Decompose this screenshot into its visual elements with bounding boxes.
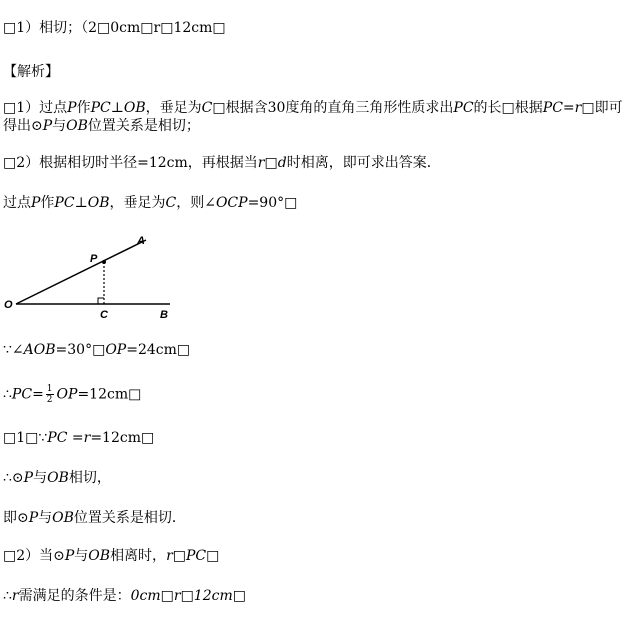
solution-line-5: ∴⊙P与OB相切， — [3, 470, 111, 486]
geometry-figure — [0, 228, 200, 324]
ray-oa — [16, 240, 146, 304]
right-angle-mark — [98, 298, 104, 304]
solution-line-2: ∵∠AOB=30°□OP=24cm□ — [3, 342, 191, 358]
solution-line-7: □2）当⊙P与OB相离时，r□PC□ — [3, 548, 220, 564]
label-o: O — [4, 299, 13, 311]
analysis-step-2: □2）根据相切时半径=12cm，再根据当r□d时相离，即可求出答案． — [3, 155, 441, 171]
fraction-half: $\frac{1}{2}$ — [46, 384, 53, 405]
label-a: A — [137, 235, 145, 247]
analysis-step-1: □1）过点P作PC⊥OB，垂足为C□根据含30度角的直角三角形性质求出PC的长□根据PC=r□即可 — [3, 100, 623, 116]
label-c: C — [100, 309, 108, 321]
solution-line-3: ∴PC= $\frac{1}{2}$ OP=12cm□ — [3, 384, 142, 405]
solution-line-4: □1□∵PC =r=12cm□ — [3, 430, 155, 446]
analysis-step-1-cont: 得出⊙P与OB位置关系是相切； — [3, 118, 200, 134]
answer-line: □1）相切；（2□0cm□r□12cm□ — [3, 20, 226, 36]
analysis-heading: 【解析】 — [3, 64, 59, 80]
solution-line-6: 即⊙P与OB位置关系是相切． — [3, 510, 186, 526]
solution-line-8: ∴r需满足的条件是：0cm□r□12cm□ — [3, 588, 246, 604]
label-p: P — [90, 253, 98, 265]
solution-line-1: 过点P作PC⊥OB，垂足为C，则∠OCP=90°□ — [3, 195, 298, 211]
point-p — [102, 260, 106, 264]
label-b: B — [160, 309, 168, 321]
